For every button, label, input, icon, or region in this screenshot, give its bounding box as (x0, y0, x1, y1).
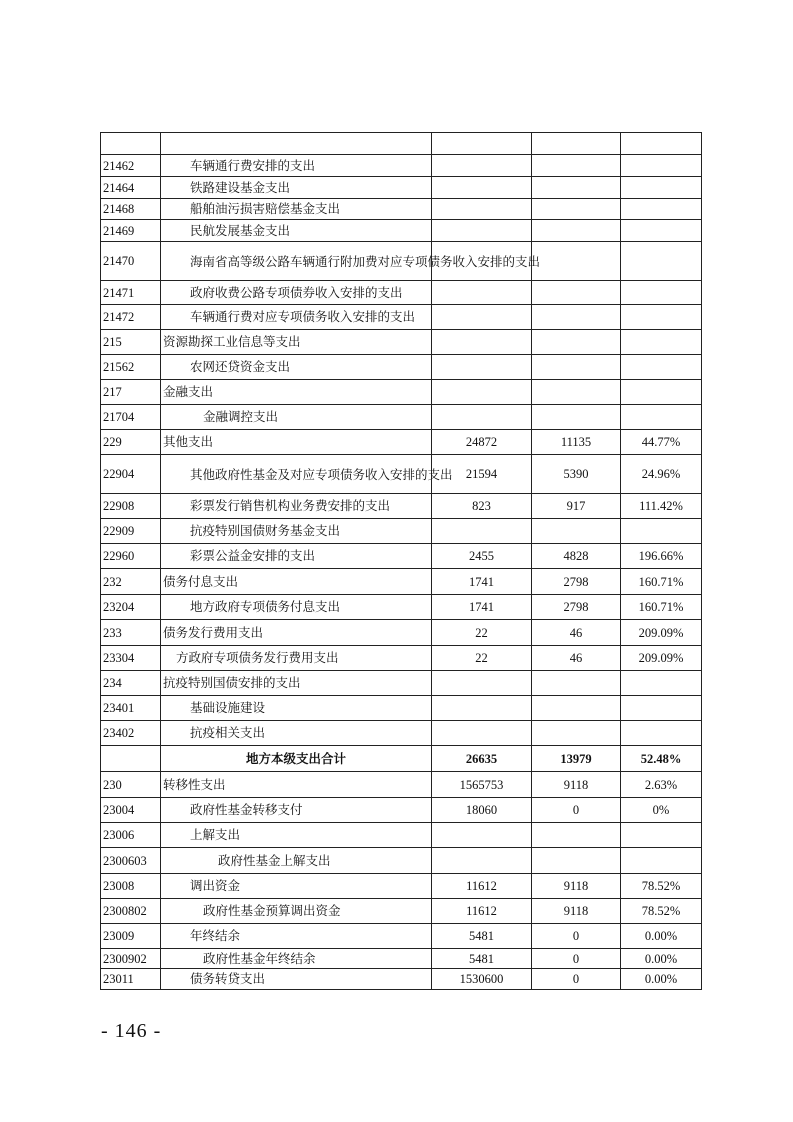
row-code: 22909 (101, 519, 161, 544)
row-name (161, 823, 432, 848)
row-name-text: 基础设施建设 (190, 700, 266, 715)
row-code: 23204 (101, 595, 161, 620)
row-code: 22960 (101, 544, 161, 569)
table-row (101, 772, 702, 798)
row-code: 23401 (101, 696, 161, 721)
row-value-2 (532, 519, 621, 544)
row-code: 21468 (101, 199, 161, 220)
row-name (161, 199, 432, 220)
row-value-1 (432, 199, 532, 220)
row-name (161, 671, 432, 696)
row-value-2 (532, 220, 621, 242)
row-value-2 (532, 380, 621, 405)
row-value-3 (621, 155, 702, 177)
row-value-1: 1565753 (432, 772, 532, 798)
row-value-3: 0.00% (621, 969, 702, 990)
row-value-1 (432, 330, 532, 355)
row-value-1: 21594 (432, 455, 532, 494)
row-value-1 (432, 281, 532, 305)
row-value-2: 46 (532, 620, 621, 646)
row-name-text: 地方政府专项债务付息支出 (190, 599, 341, 614)
table-row (101, 671, 702, 696)
row-value-2: 4828 (532, 544, 621, 569)
row-code: 21464 (101, 177, 161, 199)
row-code: 21470 (101, 242, 161, 281)
row-name (161, 405, 432, 430)
row-value-2: 0 (532, 969, 621, 990)
table-row (101, 242, 702, 281)
row-value-1: 5481 (432, 924, 532, 949)
row-value-3: 0.00% (621, 924, 702, 949)
row-value-1 (432, 848, 532, 874)
row-name-text: 抗疫相关支出 (190, 725, 266, 740)
row-value-3 (621, 199, 702, 220)
table-row (101, 969, 702, 990)
row-name (161, 155, 432, 177)
row-code: 23008 (101, 874, 161, 899)
row-code: 217 (101, 380, 161, 405)
row-name (161, 455, 453, 494)
row-name-text: 农网还贷资金支出 (190, 359, 291, 374)
row-name-text: 抗疫特别国债财务基金支出 (190, 523, 341, 538)
row-value-2 (532, 355, 621, 380)
row-name-text: 政府收费公路专项债券收入安排的支出 (190, 284, 403, 300)
row-code: 23402 (101, 721, 161, 746)
row-name-text: 彩票公益金安排的支出 (190, 548, 316, 563)
row-value-1 (432, 696, 532, 721)
row-value-2: 46 (532, 646, 621, 671)
row-value-3 (621, 330, 702, 355)
table-row (101, 430, 702, 455)
row-value-2 (532, 199, 621, 220)
row-code: 23009 (101, 924, 161, 949)
table-row (101, 177, 702, 199)
row-code: 215 (101, 330, 161, 355)
row-name (161, 544, 432, 569)
row-value-1: 18060 (432, 798, 532, 823)
row-name-text: 政府性基金转移支付 (190, 802, 303, 817)
row-value-3 (621, 519, 702, 544)
table-row (101, 220, 702, 242)
table-row (101, 721, 702, 746)
row-name-text: 民航发展基金支出 (190, 222, 291, 238)
row-name-text: 资源勘探工业信息等支出 (163, 334, 301, 349)
row-value-2 (532, 242, 621, 281)
row-value-2 (532, 281, 621, 305)
row-value-2 (532, 721, 621, 746)
row-value-1 (432, 355, 532, 380)
row-name-text: 铁路建设基金支出 (190, 179, 291, 195)
table-row (101, 924, 702, 949)
row-value-3 (621, 721, 702, 746)
budget-expenditure-table (100, 132, 702, 990)
row-name-text: 海南省高等级公路车辆通行附加费对应专项债务收入安排的支出 (190, 253, 541, 269)
row-name (161, 355, 432, 380)
row-code: 230 (101, 772, 161, 798)
row-value-1: 823 (432, 494, 532, 519)
row-value-3 (621, 380, 702, 405)
row-code: 21562 (101, 355, 161, 380)
row-name-text: 车辆通行费对应专项债务收入安排的支出 (190, 309, 416, 324)
row-value-2: 917 (532, 494, 621, 519)
row-value-1: 24872 (432, 430, 532, 455)
row-code: 23011 (101, 969, 161, 990)
row-code: 21472 (101, 305, 161, 330)
row-value-3 (621, 177, 702, 199)
row-name-text: 方政府专项债务发行费用支出 (176, 650, 339, 665)
row-value-2: 2798 (532, 595, 621, 620)
header-cell-name (161, 133, 432, 155)
row-name (161, 177, 432, 199)
row-code: 21704 (101, 405, 161, 430)
header-cell-v1 (432, 133, 532, 155)
row-value-2: 0 (532, 924, 621, 949)
row-name (161, 242, 541, 281)
row-name (161, 595, 432, 620)
row-name (161, 281, 432, 305)
header-cell-v3 (621, 133, 702, 155)
row-value-1 (432, 671, 532, 696)
row-value-3: 196.66% (621, 544, 702, 569)
row-value-1: 1741 (432, 569, 532, 595)
table-row (101, 355, 702, 380)
row-code: 21471 (101, 281, 161, 305)
row-name (161, 620, 432, 646)
row-value-1 (432, 220, 532, 242)
row-value-2: 0 (532, 949, 621, 969)
row-value-1: 1741 (432, 595, 532, 620)
header-row (101, 133, 702, 155)
row-name (161, 519, 432, 544)
row-value-3: 2.63% (621, 772, 702, 798)
row-name-text: 抗疫特别国债安排的支出 (163, 675, 301, 690)
row-code (101, 746, 161, 772)
table-row (101, 380, 702, 405)
total-row (101, 746, 702, 772)
row-value-3 (621, 305, 702, 330)
row-value-2: 0 (532, 798, 621, 823)
row-name (161, 494, 432, 519)
row-name-text: 政府性基金上解支出 (218, 852, 331, 868)
table-row (101, 874, 702, 899)
row-value-3: 209.09% (621, 646, 702, 671)
row-value-1 (432, 177, 532, 199)
row-value-3 (621, 355, 702, 380)
row-name-text: 调出资金 (190, 878, 241, 893)
row-name-text: 转移性支出 (163, 776, 226, 792)
table-row (101, 519, 702, 544)
row-value-2 (532, 330, 621, 355)
row-value-1 (432, 405, 532, 430)
row-value-3 (621, 281, 702, 305)
row-code: 232 (101, 569, 161, 595)
row-code: 23006 (101, 823, 161, 848)
row-name (161, 220, 432, 242)
row-value-2 (532, 177, 621, 199)
row-name-text: 船舶油污损害赔偿基金支出 (190, 201, 341, 216)
table-row (101, 595, 702, 620)
row-value-3: 0.00% (621, 949, 702, 969)
table-row (101, 494, 702, 519)
row-code: 233 (101, 620, 161, 646)
table-row (101, 281, 702, 305)
row-name (161, 721, 432, 746)
table-row (101, 949, 702, 969)
row-name-text: 彩票发行销售机构业务费安排的支出 (190, 498, 391, 513)
row-value-3: 160.71% (621, 595, 702, 620)
row-name (161, 949, 432, 969)
row-value-3 (621, 696, 702, 721)
row-code: 22904 (101, 455, 161, 494)
row-code: 23004 (101, 798, 161, 823)
table-row (101, 405, 702, 430)
row-name (161, 430, 432, 455)
row-name (161, 305, 432, 330)
row-name-text: 政府性基金预算调出资金 (203, 903, 341, 918)
row-value-1: 11612 (432, 874, 532, 899)
row-value-3: 209.09% (621, 620, 702, 646)
row-name-text: 债务转贷支出 (190, 971, 266, 986)
table-row (101, 569, 702, 595)
row-value-3 (621, 823, 702, 848)
row-value-3: 0% (621, 798, 702, 823)
row-value-1: 11612 (432, 899, 532, 924)
row-value-2 (532, 671, 621, 696)
row-name-text: 其他支出 (163, 434, 214, 449)
row-value-1 (432, 155, 532, 177)
row-value-3: 78.52% (621, 899, 702, 924)
row-value-3 (621, 848, 702, 874)
row-name (161, 899, 432, 924)
row-value-3: 44.77% (621, 430, 702, 455)
row-value-2: 5390 (532, 455, 621, 494)
row-name (161, 798, 432, 823)
row-value-1: 26635 (432, 746, 532, 772)
row-value-2 (532, 848, 621, 874)
row-value-1: 5481 (432, 949, 532, 969)
row-code: 23304 (101, 646, 161, 671)
row-name (161, 848, 432, 874)
row-value-1 (432, 823, 532, 848)
row-value-3 (621, 242, 702, 281)
row-code: 2300603 (101, 848, 161, 874)
row-name (161, 646, 432, 671)
row-value-2: 2798 (532, 569, 621, 595)
row-value-3 (621, 220, 702, 242)
row-value-2 (532, 155, 621, 177)
row-name-text: 其他政府性基金及对应专项债务收入安排的支出 (190, 466, 453, 482)
row-value-1: 1530600 (432, 969, 532, 990)
row-value-3: 160.71% (621, 569, 702, 595)
row-value-2: 9118 (532, 899, 621, 924)
row-name-text: 上解支出 (190, 827, 241, 842)
table-row (101, 798, 702, 823)
row-name-text: 地方本级支出合计 (245, 750, 346, 766)
row-code: 21462 (101, 155, 161, 177)
row-name-text: 车辆通行费安排的支出 (190, 157, 316, 173)
table-row (101, 455, 702, 494)
row-name-text: 债务付息支出 (163, 573, 239, 589)
row-code: 2300802 (101, 899, 161, 924)
table-row (101, 646, 702, 671)
row-value-3: 52.48% (621, 746, 702, 772)
row-code: 2300902 (101, 949, 161, 969)
row-value-1 (432, 305, 532, 330)
row-value-1 (432, 519, 532, 544)
row-name (161, 569, 432, 595)
table-row (101, 305, 702, 330)
row-value-3: 24.96% (621, 455, 702, 494)
table-row (101, 899, 702, 924)
row-value-2: 9118 (532, 772, 621, 798)
row-name-text: 金融支出 (163, 384, 214, 399)
table-row (101, 848, 702, 874)
row-name (161, 696, 432, 721)
row-value-3: 111.42% (621, 494, 702, 519)
row-name (161, 330, 432, 355)
row-name (161, 380, 432, 405)
row-value-1: 22 (432, 620, 532, 646)
row-name-text: 政府性基金年终结余 (203, 950, 316, 966)
row-name (161, 874, 432, 899)
table-row (101, 199, 702, 220)
row-value-2: 9118 (532, 874, 621, 899)
row-code: 22908 (101, 494, 161, 519)
row-name-text: 债务发行费用支出 (163, 624, 264, 640)
table-row (101, 620, 702, 646)
row-value-3 (621, 671, 702, 696)
row-value-2 (532, 305, 621, 330)
table-row (101, 696, 702, 721)
row-value-2 (532, 823, 621, 848)
table-row (101, 155, 702, 177)
row-value-1: 22 (432, 646, 532, 671)
row-value-2 (532, 696, 621, 721)
row-value-2: 13979 (532, 746, 621, 772)
row-name-text: 年终结余 (190, 928, 241, 943)
row-name (161, 969, 432, 990)
row-value-1: 2455 (432, 544, 532, 569)
row-value-1 (432, 721, 532, 746)
row-name (161, 924, 432, 949)
row-code: 234 (101, 671, 161, 696)
row-name (161, 772, 432, 798)
row-value-1 (432, 380, 532, 405)
row-value-2: 11135 (532, 430, 621, 455)
row-name (161, 746, 432, 772)
row-value-3 (621, 405, 702, 430)
row-value-2 (532, 405, 621, 430)
table-row (101, 823, 702, 848)
page-number: - 146 - (101, 1020, 162, 1042)
row-code: 21469 (101, 220, 161, 242)
header-cell-code (101, 133, 161, 155)
table-row (101, 544, 702, 569)
row-code: 229 (101, 430, 161, 455)
table-row (101, 330, 702, 355)
row-value-3: 78.52% (621, 874, 702, 899)
header-cell-v2 (532, 133, 621, 155)
row-name-text: 金融调控支出 (203, 409, 279, 424)
